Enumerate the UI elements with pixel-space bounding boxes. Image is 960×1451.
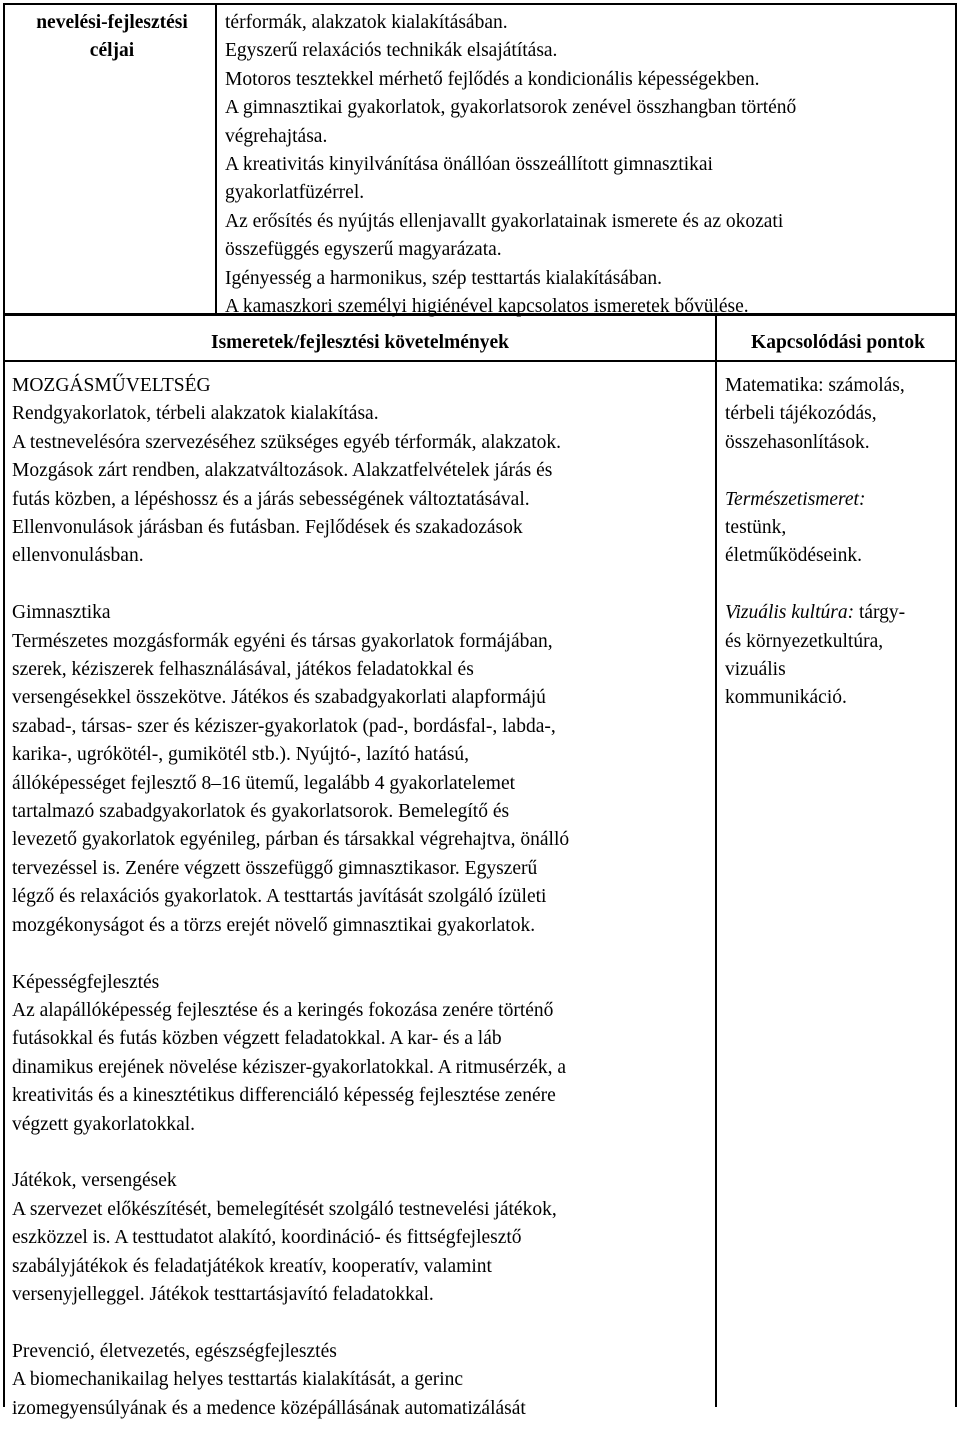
- requirement-line: mozgékonyságot és a törzs erejét növelő gimnasztikai gyakorlatok.: [12, 914, 536, 936]
- connection-line: [725, 429, 957, 457]
- border-header-bottom: [3, 360, 957, 362]
- connection-line: [725, 372, 957, 400]
- requirement-line: versengésekkel összekötve. Játékos és szabadgyakorlati alapformájú: [12, 687, 546, 709]
- border-left: [3, 3, 5, 1407]
- goal-line: gyakorlatfüzérrel.: [225, 182, 365, 204]
- requirement-block-title: Prevenció, életvezetés, egészségfejlesztés: [12, 1340, 337, 1362]
- requirement-line: izomegyensúlyának és a medence középállásának automatizálását: [12, 1397, 526, 1419]
- connection-text: életműködéseink.: [725, 545, 863, 567]
- border-columns-divider: [715, 313, 717, 1407]
- requirement-line: eszközzel is. A testtudatot alakító, koordináció- és fittségfejlesztő: [12, 1227, 522, 1249]
- goal-line: A kamaszkori személyi higiénével kapcsolatos ismeretek bővülése.: [225, 296, 749, 318]
- requirement-line: végzett gyakorlatokkal.: [12, 1113, 196, 1135]
- border-goals-divider: [215, 3, 217, 313]
- connection-line: [725, 542, 957, 570]
- connection-text: tárgy-: [854, 602, 906, 624]
- curriculum-table: [3, 3, 957, 1419]
- requirement-block-title: Gimnasztika: [12, 602, 111, 624]
- goals-label: [11, 9, 213, 66]
- connection-text: Matematika: számolás,: [725, 375, 905, 396]
- requirement-line: Az alapállóképesség fejlesztése és a keringés fokozása zenére történő: [12, 999, 554, 1021]
- requirement-line: szabad-, társas- szer és kéziszer-gyakorlatok (pad-, bordásfal-, labda-,: [12, 715, 556, 737]
- connection-line: [725, 400, 957, 428]
- requirement-line: versenyjelleggel. Játékok testtartásjavító feladatokkal.: [12, 1283, 434, 1305]
- requirement-block: [12, 372, 712, 571]
- requirement-line: dinamikus erejének növelése kéziszer-gyakorlatokkal. A ritmusérzék, a: [12, 1056, 567, 1078]
- connection-block: [725, 486, 957, 571]
- goal-line: A gimnasztikai gyakorlatok, gyakorlatsorok zenével összhangban történő: [225, 97, 797, 119]
- requirement-line: futásokkal és futás közben végzett feladatokkal. A kar- és a láb: [12, 1028, 502, 1050]
- requirement-line: szerek, kéziszerek felhasználásával, játékos feladatokkal és: [12, 659, 474, 681]
- requirement-block-title: Képességfejlesztés: [12, 971, 160, 993]
- goals-label-line: nevelési-fejlesztési: [36, 12, 188, 33]
- goal-line: összefüggés egyszerű magyarázata.: [225, 239, 502, 261]
- goal-line: Igényesség a harmonikus, szép testtartás kialakításában.: [225, 267, 662, 289]
- connection-subject: Természetismeret:: [725, 488, 866, 510]
- requirement-line: Mozgások zárt rendben, alakzatváltozások. Alakzatfelvételek járás és: [12, 460, 553, 482]
- requirement-line: karika-, ugrókötél-, gumikötél stb.). Nyújtó-, lazító hatású,: [12, 744, 470, 766]
- connection-line: [725, 486, 957, 514]
- connection-subject: Vizuális kultúra:: [725, 602, 855, 624]
- goal-line: A kreativitás kinyilvánítása önállóan összeállított gimnasztikai: [225, 154, 713, 176]
- connection-line: [725, 656, 957, 684]
- requirement-line: A testnevelésóra szervezéséhez szükséges egyéb térformák, alakzatok.: [12, 431, 561, 453]
- connection-block: [725, 599, 957, 713]
- requirement-line: állóképességet fejlesztő 8‒16 ütemű, legalább 4 gyakorlatelemet: [12, 772, 516, 794]
- requirement-block-title: MOZGÁSMŰVELTSÉG: [12, 375, 211, 396]
- requirement-line: futás közben, a lépéshossz és a járás sebességének változtatásával.: [12, 488, 530, 510]
- connection-text: térbeli tájékozódás,: [725, 403, 877, 425]
- requirement-line: tervezéssel is. Zenére végzett összefüggő gimnasztikasor. Egyszerű: [12, 857, 538, 879]
- requirement-block: [12, 599, 712, 940]
- requirement-line: kreativitás és a kinesztétikus differenciáló képesség fejlesztése zenére: [12, 1085, 556, 1107]
- connections-column: [725, 372, 957, 741]
- connection-text: vizuális: [725, 659, 786, 681]
- requirement-line: A szervezet előkészítését, bemelegítését szolgáló testnevelési játékok,: [12, 1198, 557, 1220]
- requirement-block: [12, 969, 712, 1139]
- requirement-line: Természetes mozgásformák egyéni és társas gyakorlatok formájában,: [12, 630, 553, 652]
- goals-text: [225, 9, 950, 321]
- connection-text: kommunikáció.: [725, 687, 847, 709]
- requirement-line: ellenvonulásban.: [12, 545, 144, 567]
- header-connections: Kapcsolódási pontok: [751, 332, 925, 353]
- connection-line: [725, 684, 957, 712]
- goals-label-line: céljai: [89, 40, 135, 62]
- requirement-line: Ellenvonulások járásban és futásban. Fejlődések és szakadozások: [12, 517, 523, 539]
- border-top: [3, 3, 957, 5]
- connection-text: testünk,: [725, 517, 787, 539]
- goal-line: Motoros tesztekkel mérhető fejlődés a kondicionális képességekben.: [225, 68, 760, 90]
- goal-line: Egyszerű relaxációs technikák elsajátítása.: [225, 40, 558, 62]
- connection-line: [725, 514, 957, 542]
- goal-line: végrehajtása.: [225, 125, 328, 147]
- requirement-line: légző és relaxációs gyakorlatok. A testtartás javítását szolgáló ízületi: [12, 886, 547, 908]
- connection-line: [725, 599, 957, 627]
- connection-text: és környezetkultúra,: [725, 630, 884, 652]
- requirement-line: szabályjátékok és feladatjátékok kreatív, kooperatív, valamint: [12, 1255, 492, 1277]
- requirement-line: A biomechanikailag helyes testtartás kialakítását, a gerinc: [12, 1369, 464, 1391]
- goal-line: térformák, alakzatok kialakításában.: [225, 12, 508, 33]
- header-requirements: Ismeretek/fejlesztési követelmények: [211, 332, 509, 353]
- goal-line: Az erősítés és nyújtás ellenjavallt gyakorlatainak ismerete és az okozati: [225, 210, 784, 232]
- requirement-block-title: Játékok, versengések: [12, 1170, 177, 1192]
- connection-line: [725, 628, 957, 656]
- requirement-line: Rendgyakorlatok, térbeli alakzatok kialakítása.: [12, 403, 379, 425]
- requirements-column: [12, 372, 712, 1451]
- connection-text: összehasonlítások.: [725, 431, 870, 453]
- requirement-block: [12, 1167, 712, 1309]
- requirement-block: [12, 1338, 712, 1423]
- requirement-line: levezető gyakorlatok egyénileg, párban és társakkal végrehajtva, önálló: [12, 829, 570, 851]
- requirement-line: tartalmazó szabadgyakorlatok és gyakorlatsorok. Bemelegítő és: [12, 801, 510, 823]
- connection-block: [725, 372, 957, 457]
